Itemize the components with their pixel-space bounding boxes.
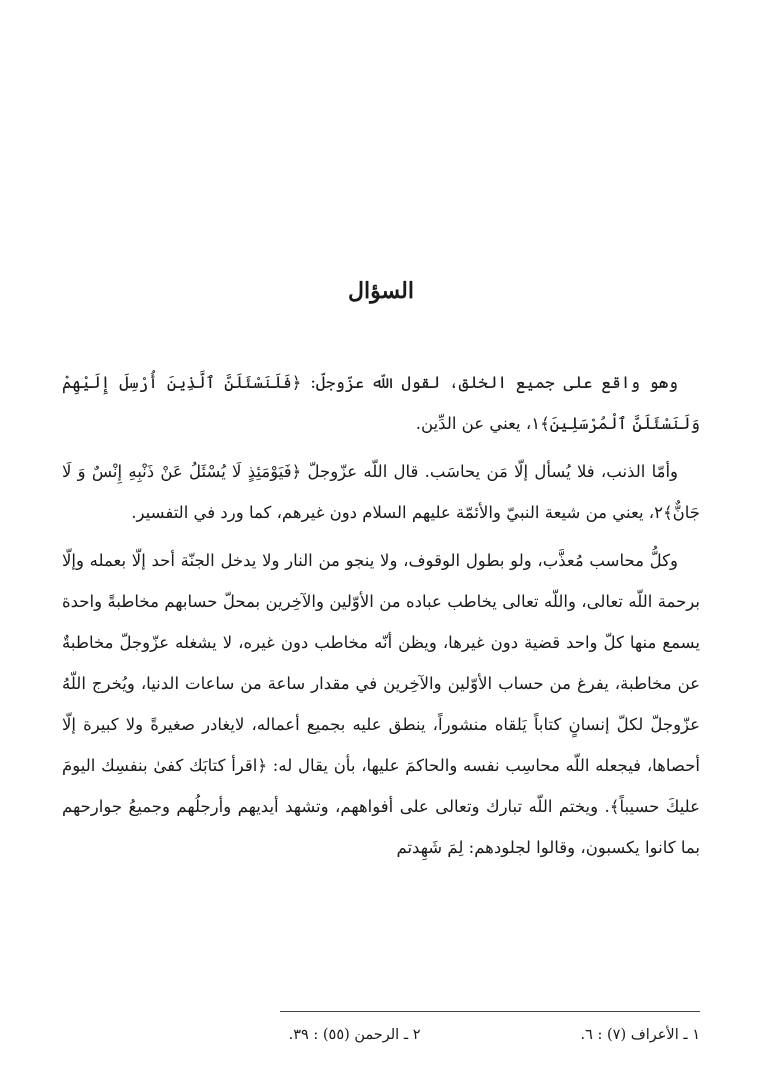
paragraph: وكلُّ محاسب مُعذَّب، ولو بطول الوقوف، ولا ينجو من النار ولا يدخل الجنّة أحد إلّا بعمله وإلّا برحمة اللّه تعالى، واللّه تعالى يخاطب عباده من الأوّلين والآخِرين بمحلّ حسابهم مخاطبةً واحدة يسمع منها كلّ واحد قضية دون غيرها، ويظن أنّه مخاطب دون غيره، لا يشغله عزّوجلّ مخاطبةٌ عن مخاطبة، يفرغ من حساب الأوّلين والآخِرين في مقدار ساعة من ساعات الدنيا، ويُخرج اللّهُ عزّوجلّ لكلّ إنسانٍ كتاباً يَلقاه منشوراً، ينطق عليه بجميع أعماله، لايغادر صغيرةً ولا كبيرة إلّا أحصاها، فيجعله اللّه محاسِب نفسه والحاكمَ عليها، بأن يقال له: ﴿اقرأ كتابَك كفىٰ بنفسِك اليومَ عليكَ حسيباً﴾. ويختم اللّه تبارك وتعالى على أفواههم، وتشهد أيديهم وأرجلُهم وجميعُ جوارحهم بما كانوا يكسبون، وقالوا لجلودهم: لِمَ شَهِدتم [62,551,700,857]
footnote-1: ١ ـ الأعراف (٧) : ٦. [580,1027,700,1043]
footnotes [62,1027,700,1043]
footnote-2: ٢ ـ الرحمن (٥٥) : ٣٩. [288,1027,421,1043]
paragraph: وأمّا الذنب، فلا يُسأل إلّا مَن يحاسَب. قال اللّه عزّوجلّ ﴿فَيَوْمَئِذٍ لَا يُسْئَلُ عَنْ ذَنْبِهِ إِنْسٌ وَ لَا جَانٌّ﴾٢، يعني من شيعة النبيّ والأئمّة عليهم السلام دون غيرهم، كما ورد في التفسير. [62,462,700,522]
body-text [62,362,700,875]
paragraph: وهو واقع على جميع الخلق، لقول اللّه عزّوجلّ: ﴿فَلَنَسْئَلَنَّ ٱلَّذِينَ أُرْسِلَ إِلَيْهِمْ وَلَنَسْئَلَنَّ ٱلْمُرْسَلِينَ﴾١، يعني عن الدِّين. [62,373,700,433]
footnote-divider [280,1011,700,1012]
section-title: السؤال [348,278,414,304]
